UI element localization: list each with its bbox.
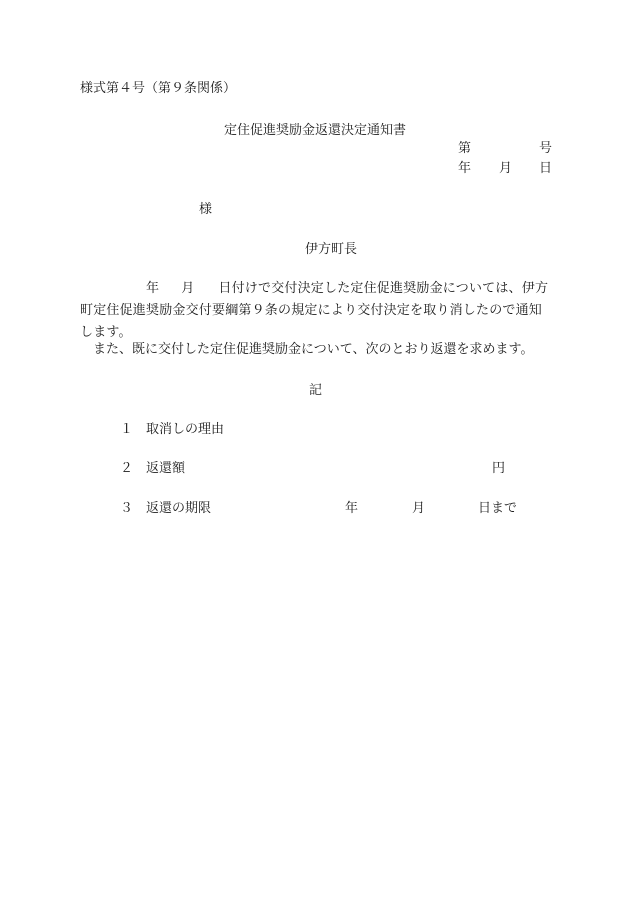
item-3-month: 月 [412, 501, 426, 516]
item-3-label: 返還の期限 [146, 501, 212, 516]
item-2-number: ２ [120, 461, 134, 476]
item-3-number: ３ [120, 501, 134, 516]
body-paragraph-1 [80, 278, 552, 344]
document-title: 定住促進奨励金返還決定通知書 [224, 123, 407, 138]
item-1-number: １ [120, 422, 134, 437]
addressee-suffix: 様 [199, 202, 213, 217]
date-month: 月 [499, 161, 513, 176]
body-month: 月 [181, 281, 195, 296]
item-3-day-until: 日まで [478, 501, 518, 516]
body-paragraph-2: また、既に交付した定住促進奨励金について、次のとおり返還を求めます。 [80, 342, 534, 357]
doc-number-prefix: 第 [458, 141, 472, 156]
date-year: 年 [458, 161, 472, 176]
item-2-unit: 円 [492, 461, 506, 476]
item-1-label: 取消しの理由 [146, 422, 225, 437]
form-number: 様式第４号（第９条関係） [80, 81, 237, 96]
body-year: 年 [146, 281, 160, 296]
ki-heading: 記 [309, 383, 323, 398]
doc-number-suffix: 号 [539, 141, 553, 156]
item-2-label: 返還額 [146, 461, 186, 476]
body-paragraph-1-text: 日付けで交付決定した定住促進奨励金については、伊方町定住促進奨励金交付要綱第９条の規定により交付決定を取り消したので通知します。 [80, 281, 549, 340]
date-day: 日 [539, 161, 553, 176]
sender: 伊方町長 [305, 242, 358, 257]
item-3-year: 年 [345, 501, 359, 516]
